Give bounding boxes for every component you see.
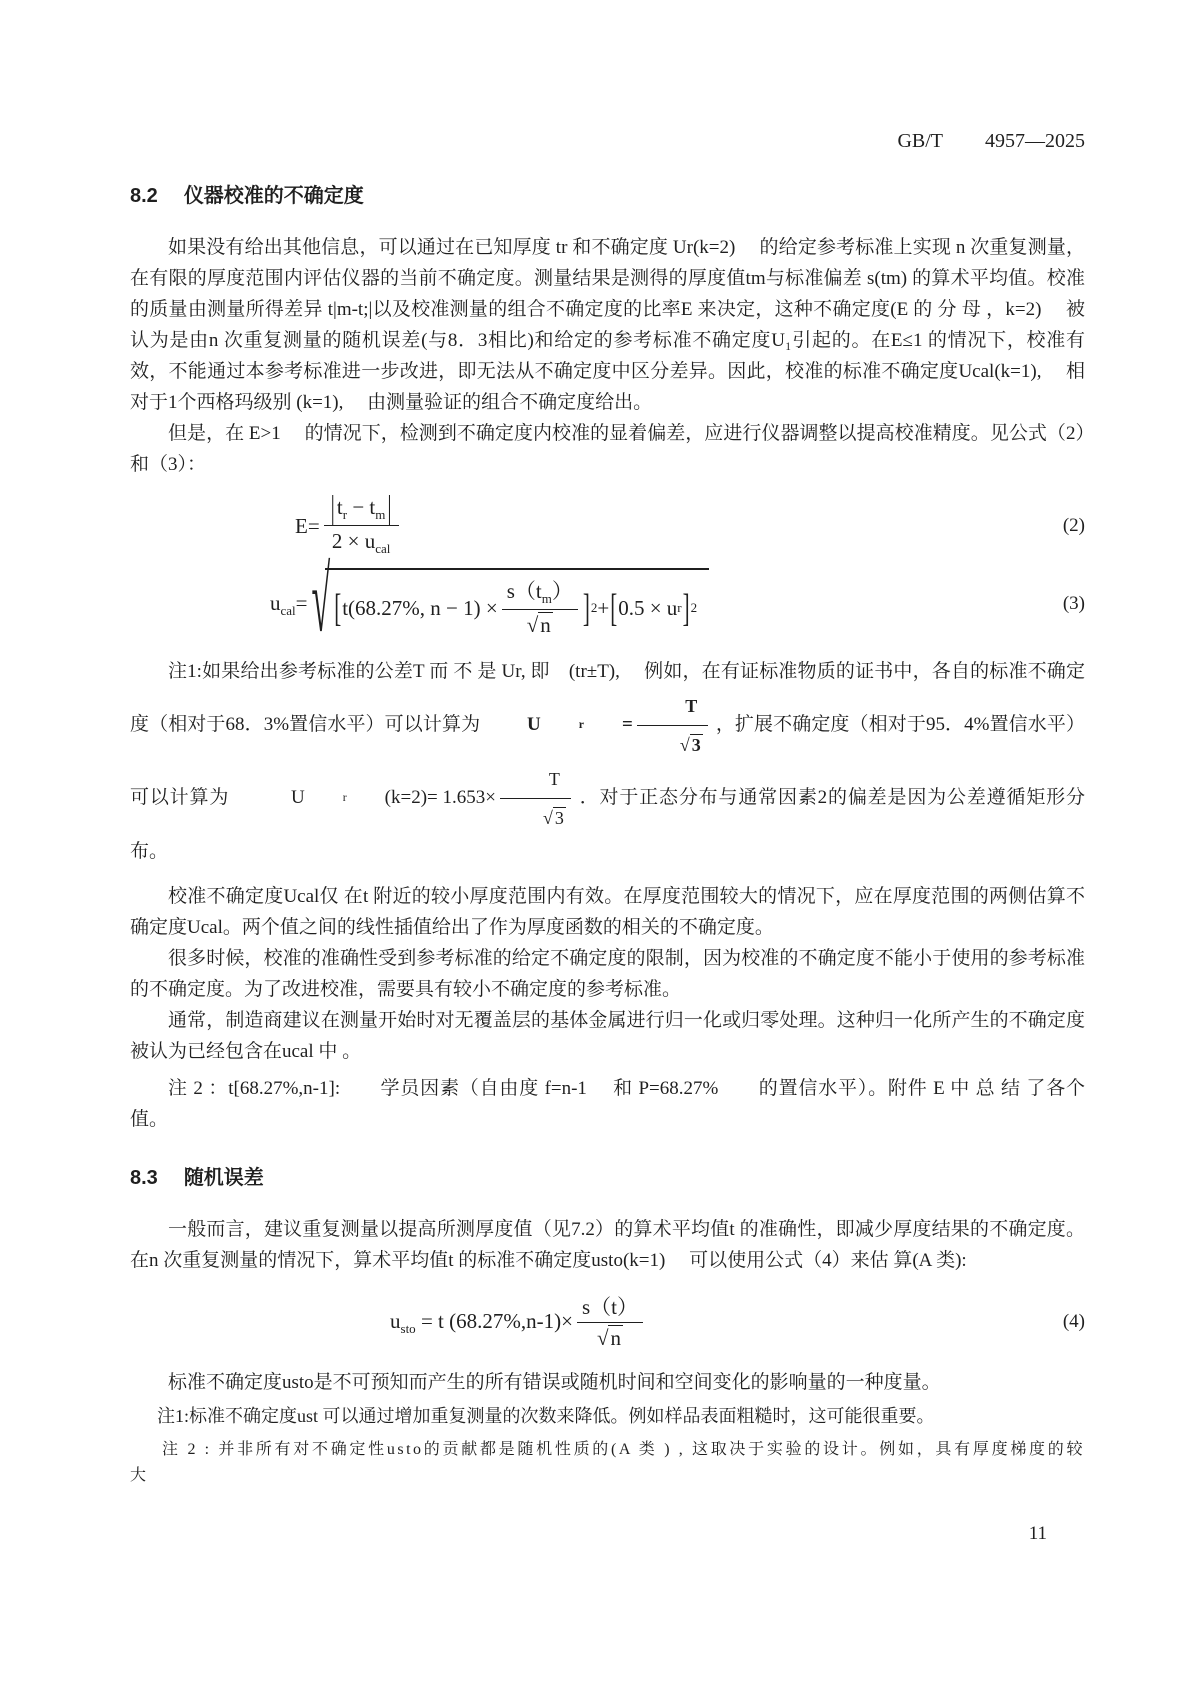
operator: = <box>622 714 633 736</box>
fraction-numerator: T <box>548 768 560 789</box>
subscript: r <box>677 600 682 616</box>
term: s（t <box>506 578 542 603</box>
paragraph: 标准不确定度usto是不可预知而产生的所有错误或随机时间和空间变化的影响量的一种度量。 <box>168 1372 941 1394</box>
term: 0.5 × u <box>618 596 678 621</box>
formula-4 <box>390 1294 1085 1352</box>
fraction-numerator <box>502 578 578 609</box>
radical <box>311 552 710 653</box>
term: u <box>270 590 281 615</box>
standard-code: GB/T <box>897 130 943 152</box>
fraction <box>577 1294 643 1352</box>
radical-sign-icon: √ <box>311 552 331 653</box>
note-1: 注1:标准不确定度ust 可以通过增加重复测量的次数来降低。例如样品表面粗糙时，这可能很重要。 <box>157 1406 935 1427</box>
equation-number: (2) <box>1062 514 1085 536</box>
radical-sign-icon: √ <box>526 613 539 638</box>
paragraph: 校准不确定度Ucal仅 在t 附近的较小厚度范围内有效。在厚度范围较大的情况下，应在厚度范围的两侧估算不确定度Ucal。两个值之间的线性插值给出了作为厚度函数的相关的不确定度。 <box>130 885 1085 938</box>
paragraph: 但是，在 E>1 的情况下，检测到不确定度内校准的显着偏差，应进行仪器调整以提高校准精度。见公式（2）和（3）： <box>130 423 1085 475</box>
superscript: 2 <box>590 600 598 616</box>
paragraph: 一般而言，建议重复测量以提高所测厚度值（见7.2）的算术平均值t 的准确性，即减少厚度结果的不确定度。在n 次重复测量的情况下，算术平均值t 的标准不确定度usto(k=1) 可以使用公式（4）来估 算(A 类): <box>130 1218 1085 1271</box>
page-number: 11 <box>1028 1523 1047 1545</box>
formula-2 <box>295 488 1085 558</box>
fraction-numerator <box>324 488 399 526</box>
abs-bar: | <box>387 488 392 526</box>
formula-lhs <box>270 590 308 619</box>
subscript: sto <box>400 1320 416 1336</box>
term: t <box>336 495 343 519</box>
subscript: cal <box>375 541 391 557</box>
formula-4-expression <box>390 1294 647 1352</box>
page-header <box>130 130 1085 153</box>
term: u <box>390 1308 401 1333</box>
operator: − <box>347 495 370 519</box>
fraction-denominator <box>577 1322 643 1351</box>
subscript: r <box>578 718 584 732</box>
fraction-denominator <box>502 609 578 638</box>
radicand <box>325 568 709 641</box>
radicand: 3 <box>691 734 701 755</box>
term: t(68.27%, n − 1) × <box>342 596 498 621</box>
fraction <box>324 488 399 558</box>
radicand: 3 <box>554 807 564 828</box>
abs-bar: | <box>330 488 335 526</box>
equation-number: (3) <box>1062 593 1085 615</box>
fraction-denominator <box>500 798 571 835</box>
note-text: ，扩展不确定度（相对于95．4%置信水平）可以计算为 <box>130 713 1085 808</box>
formula-lhs <box>390 1308 573 1337</box>
formula-3 <box>270 552 1085 653</box>
term: ） <box>551 578 573 603</box>
fraction-numerator: T <box>685 695 698 716</box>
fraction-denominator <box>324 525 399 557</box>
note-text: 注1:如果给出参考标准的公差T 而 不 是 Ur, 即 (tr±T), 例如，在有证标准物质的证书中，各自的标准不确定度（相对于68．3%置信水平）可以计算为 <box>130 660 1085 735</box>
fraction-denominator <box>637 725 708 762</box>
section-title: 仪器校准的不确定度 <box>183 185 364 207</box>
subscript: m <box>375 507 386 523</box>
bracket: [ <box>610 585 618 631</box>
radicand: n <box>610 1325 621 1350</box>
bracket: ] <box>582 585 590 631</box>
operator: = t (68.27%,n-1)× <box>415 1308 573 1333</box>
formula-3-expression <box>270 552 709 653</box>
term: t <box>369 495 376 519</box>
radical-sign-icon: √ <box>679 734 690 755</box>
subscript: r <box>342 791 347 805</box>
paragraph: 很多时候，校准的准确性受到参考标准的给定不确定度的限制，因为校准的不确定度不能小于使用的参考标准的不确定度。为了改进校准，需要具有较小不确定度的参考标准。 <box>130 947 1085 1000</box>
standard-number: 4957—2025 <box>985 130 1085 152</box>
section-number: 8.3 <box>130 1166 158 1189</box>
term: 2 × u <box>331 529 376 554</box>
operator: = <box>295 590 308 615</box>
inline-formula-ur <box>489 689 712 762</box>
subscript: m <box>541 591 552 607</box>
page-footer <box>130 1523 1085 1545</box>
radical-sign-icon: √ <box>596 1325 609 1350</box>
radicand: n <box>540 613 551 638</box>
note-2: 注 2 ：t[68.27%,n-1]: 学员因素（自由度 f=n-1 和 P=68.27% 的置信水平）。附件 E 中 总 结 了各个值。 <box>130 1077 1085 1130</box>
term: U <box>527 714 541 736</box>
section-title: 随机误差 <box>183 1166 264 1189</box>
superscript: 2 <box>690 600 698 616</box>
formula-lhs: E= <box>295 513 320 538</box>
bracket: ] <box>682 585 690 631</box>
section-number: 8.2 <box>130 185 158 207</box>
paragraph: 如果没有给出其他信息，可以通过在已知厚度 tr 和不确定度 Ur(k=2) 的给定参考标准上实现 n 次重复测量，在有限的厚度范围内评估仪器的当前不确定度。测量结果是测得的厚度值tm与标准偏差 s(tm) 的算术平均值。校准的质量由测量所得差异 t|m-t;|以及校准测量的组合不确定度的比率E 来决定，这种不确定度(E 的 分 母 ，k=2) 被认为是由n 次重复测量的随机误差(与8．3相比)和给定的参考标准不确定度U₁引起的。在E≤1 的情况下，校准有效，不能通过本参考标准进一步改进，即无法从不确定度中区分差异。因此，校准的标准不确定度Ucal(k=1), 相对于1个西格玛级别 (k=1), 由测量验证的组合不确定度给出。 <box>130 237 1085 413</box>
subscript: r <box>342 507 348 523</box>
radical-sign-icon: √ <box>542 807 553 828</box>
fraction <box>502 578 578 639</box>
fraction <box>637 689 708 762</box>
fraction <box>500 762 571 835</box>
paragraph: 通常，制造商建议在测量开始时对无覆盖层的基体金属进行归一化或归零处理。这种归一化所产生的不确定度被认为已经包含在ucal 中 。 <box>130 1009 1085 1062</box>
subscript: cal <box>280 602 296 618</box>
term: U <box>291 787 305 809</box>
note-2: 注 2 : 并非所有对不确定性usto的贡献都是随机性质的(A 类 ) , 这取决于实验的设计。例如，具有厚度梯度的较大 <box>130 1441 1085 1485</box>
sqrt <box>543 807 566 828</box>
fraction-numerator: s（t） <box>581 1294 638 1319</box>
section-heading-8-2 <box>130 179 1085 208</box>
equation-number: (4) <box>1062 1311 1085 1333</box>
bracket: [ <box>334 585 342 631</box>
inline-formula-ur-k2 <box>253 762 575 835</box>
operator: + <box>597 596 610 621</box>
sqrt <box>597 1325 623 1350</box>
note-text: ．对于正态分布与通常因素2的偏差是因为公差遵循矩形分布。 <box>130 786 1085 862</box>
sqrt <box>680 734 703 755</box>
sqrt <box>527 612 553 637</box>
note-1 <box>130 655 1085 869</box>
operator: (k=2)= 1.653× <box>384 787 496 809</box>
section-heading-8-3 <box>130 1161 1085 1190</box>
